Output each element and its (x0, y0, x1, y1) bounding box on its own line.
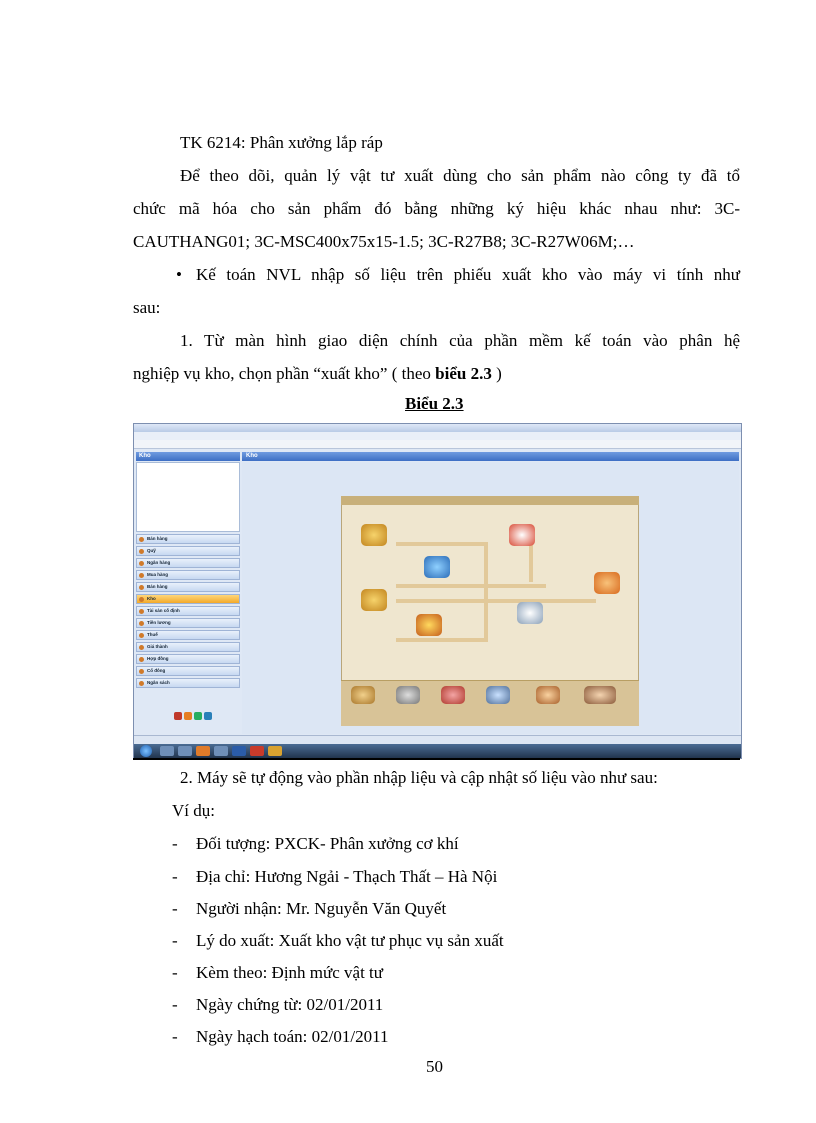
example-label: Ví dụ: (172, 801, 215, 820)
nav-item[interactable]: Quỹ (136, 546, 240, 556)
account-tk6214: TK 6214: Phân xưởng lắp ráp (180, 133, 383, 152)
step1-close: ) (491, 364, 502, 383)
app-toolbar (134, 440, 741, 449)
list-item (137, 470, 239, 477)
tools-icon[interactable] (396, 686, 420, 704)
windows-taskbar (134, 744, 741, 758)
flow-line (396, 542, 484, 546)
kiem-ke-icon[interactable] (517, 602, 543, 624)
xuat-kho-icon[interactable] (361, 589, 387, 611)
nav-item[interactable]: Thuế (136, 630, 240, 640)
nav-item-kho[interactable]: Kho (136, 594, 240, 604)
bottom-icon[interactable] (536, 686, 560, 704)
list-item (137, 491, 239, 498)
detail-dash: - (172, 1027, 178, 1046)
panel-top-bar (341, 496, 639, 505)
step1-line-1: 1. Từ màn hình giao diện chính của phần mềm kế toán vào phân hệ (180, 331, 740, 350)
detail-doi-tuong: Đối tượng: PXCK- Phân xưởng cơ khí (196, 834, 459, 853)
flow-line (396, 638, 486, 642)
list-item (137, 484, 239, 491)
intro-line-1: Để theo dõi, quản lý vật tư xuất dùng cho sản phẩm nào công ty đã tổ (180, 166, 740, 185)
taskbar-app-icon[interactable] (160, 746, 174, 756)
nav-item[interactable]: Tiền lương (136, 618, 240, 628)
taskbar-app-icon[interactable] (232, 746, 246, 756)
nav-item[interactable]: Mua hàng (136, 570, 240, 580)
intro-line-3: CAUTHANG01; 3C-MSC400x75x15-1.5; 3C-R27B8; 3C-R27W06M;… (133, 232, 635, 251)
detail-dash: - (172, 834, 178, 853)
detail-dash: - (172, 995, 178, 1014)
left-panel-list (136, 462, 240, 532)
nav-item[interactable]: Bán hàng (136, 534, 240, 544)
detail-kem-theo: Kèm theo: Định mức vật tư (196, 963, 383, 982)
nav-item[interactable]: Hợp đồng (136, 654, 240, 664)
taskbar-app-icon[interactable] (178, 746, 192, 756)
detail-ngay-chung-tu: Ngày chứng từ: 02/01/2011 (196, 995, 384, 1014)
step2-line: 2. Máy sẽ tự động vào phần nhập liệu và cập nhật số liệu vào như sau: (180, 768, 658, 787)
app-title-bar (134, 424, 741, 432)
bottom-icon[interactable] (441, 686, 465, 704)
taskbar-app-icon[interactable] (196, 746, 210, 756)
software-screenshot (133, 423, 742, 759)
nav-item[interactable]: Cổ đông (136, 666, 240, 676)
detail-dash: - (172, 899, 178, 918)
bottom-icon[interactable] (584, 686, 616, 704)
nav-item[interactable]: Tài sản cố định (136, 606, 240, 616)
main-header: Kho (242, 452, 739, 461)
step1-line-2 (133, 363, 502, 385)
nav-item[interactable]: Bán hàng (136, 582, 240, 592)
left-panel-header: Kho (136, 452, 240, 461)
bottom-icon[interactable] (486, 686, 510, 704)
step1-text: nghiệp vụ kho, chọn phần “xuất kho” ( theo (133, 364, 436, 383)
start-button-icon[interactable] (140, 745, 152, 757)
nhap-kho-icon[interactable] (361, 524, 387, 546)
detail-dia-chi: Địa chỉ: Hương Ngải - Thạch Thất – Hà Nội (196, 867, 498, 886)
flow-line (484, 542, 488, 642)
detail-dash: - (172, 963, 178, 982)
chuyen-kho-icon[interactable] (416, 614, 442, 636)
bao-cao-icon[interactable] (594, 572, 620, 594)
nav-item[interactable]: Giá thành (136, 642, 240, 652)
shortcut-icons (174, 712, 234, 722)
bullet-icon: • (176, 265, 182, 284)
detail-dash: - (172, 867, 178, 886)
intro-line-2: chức mã hóa cho sản phẩm đó bằng những ký hiệu khác nhau như: 3C- (133, 199, 740, 218)
flow-line (529, 542, 533, 582)
app-menu-bar (134, 432, 741, 440)
taskbar-app-icon[interactable] (268, 746, 282, 756)
dieu-chinh-icon[interactable] (509, 524, 535, 546)
nav-item[interactable]: Ngân sách (136, 678, 240, 688)
detail-dash: - (172, 931, 178, 950)
detail-ngay-hach-toan: Ngày hạch toán: 02/01/2011 (196, 1027, 389, 1046)
flow-line (396, 599, 596, 603)
page-number: 50 (426, 1057, 443, 1076)
detail-nguoi-nhan: Người nhận: Mr. Nguyễn Văn Quyết (196, 899, 447, 918)
detail-ly-do: Lý do xuất: Xuất kho vật tư phục vụ sản xuất (196, 931, 504, 950)
step1-figure-ref: biểu 2.3 (435, 364, 492, 383)
figure-title: Biểu 2.3 (405, 394, 464, 413)
flow-line (396, 584, 546, 588)
taskbar-app-icon[interactable] (250, 746, 264, 756)
figure-underline (133, 758, 740, 760)
bottom-icon[interactable] (351, 686, 375, 704)
lap-rap-icon[interactable] (424, 556, 450, 578)
status-bar (134, 735, 741, 744)
taskbar-app-icon[interactable] (214, 746, 228, 756)
nav-item[interactable]: Ngân hàng (136, 558, 240, 568)
list-item (137, 463, 239, 470)
bullet-line-1: Kế toán NVL nhập số liệu trên phiếu xuất kho vào máy vi tính như (196, 265, 740, 284)
bullet-line-2: sau: (133, 298, 161, 317)
list-item (137, 477, 239, 484)
